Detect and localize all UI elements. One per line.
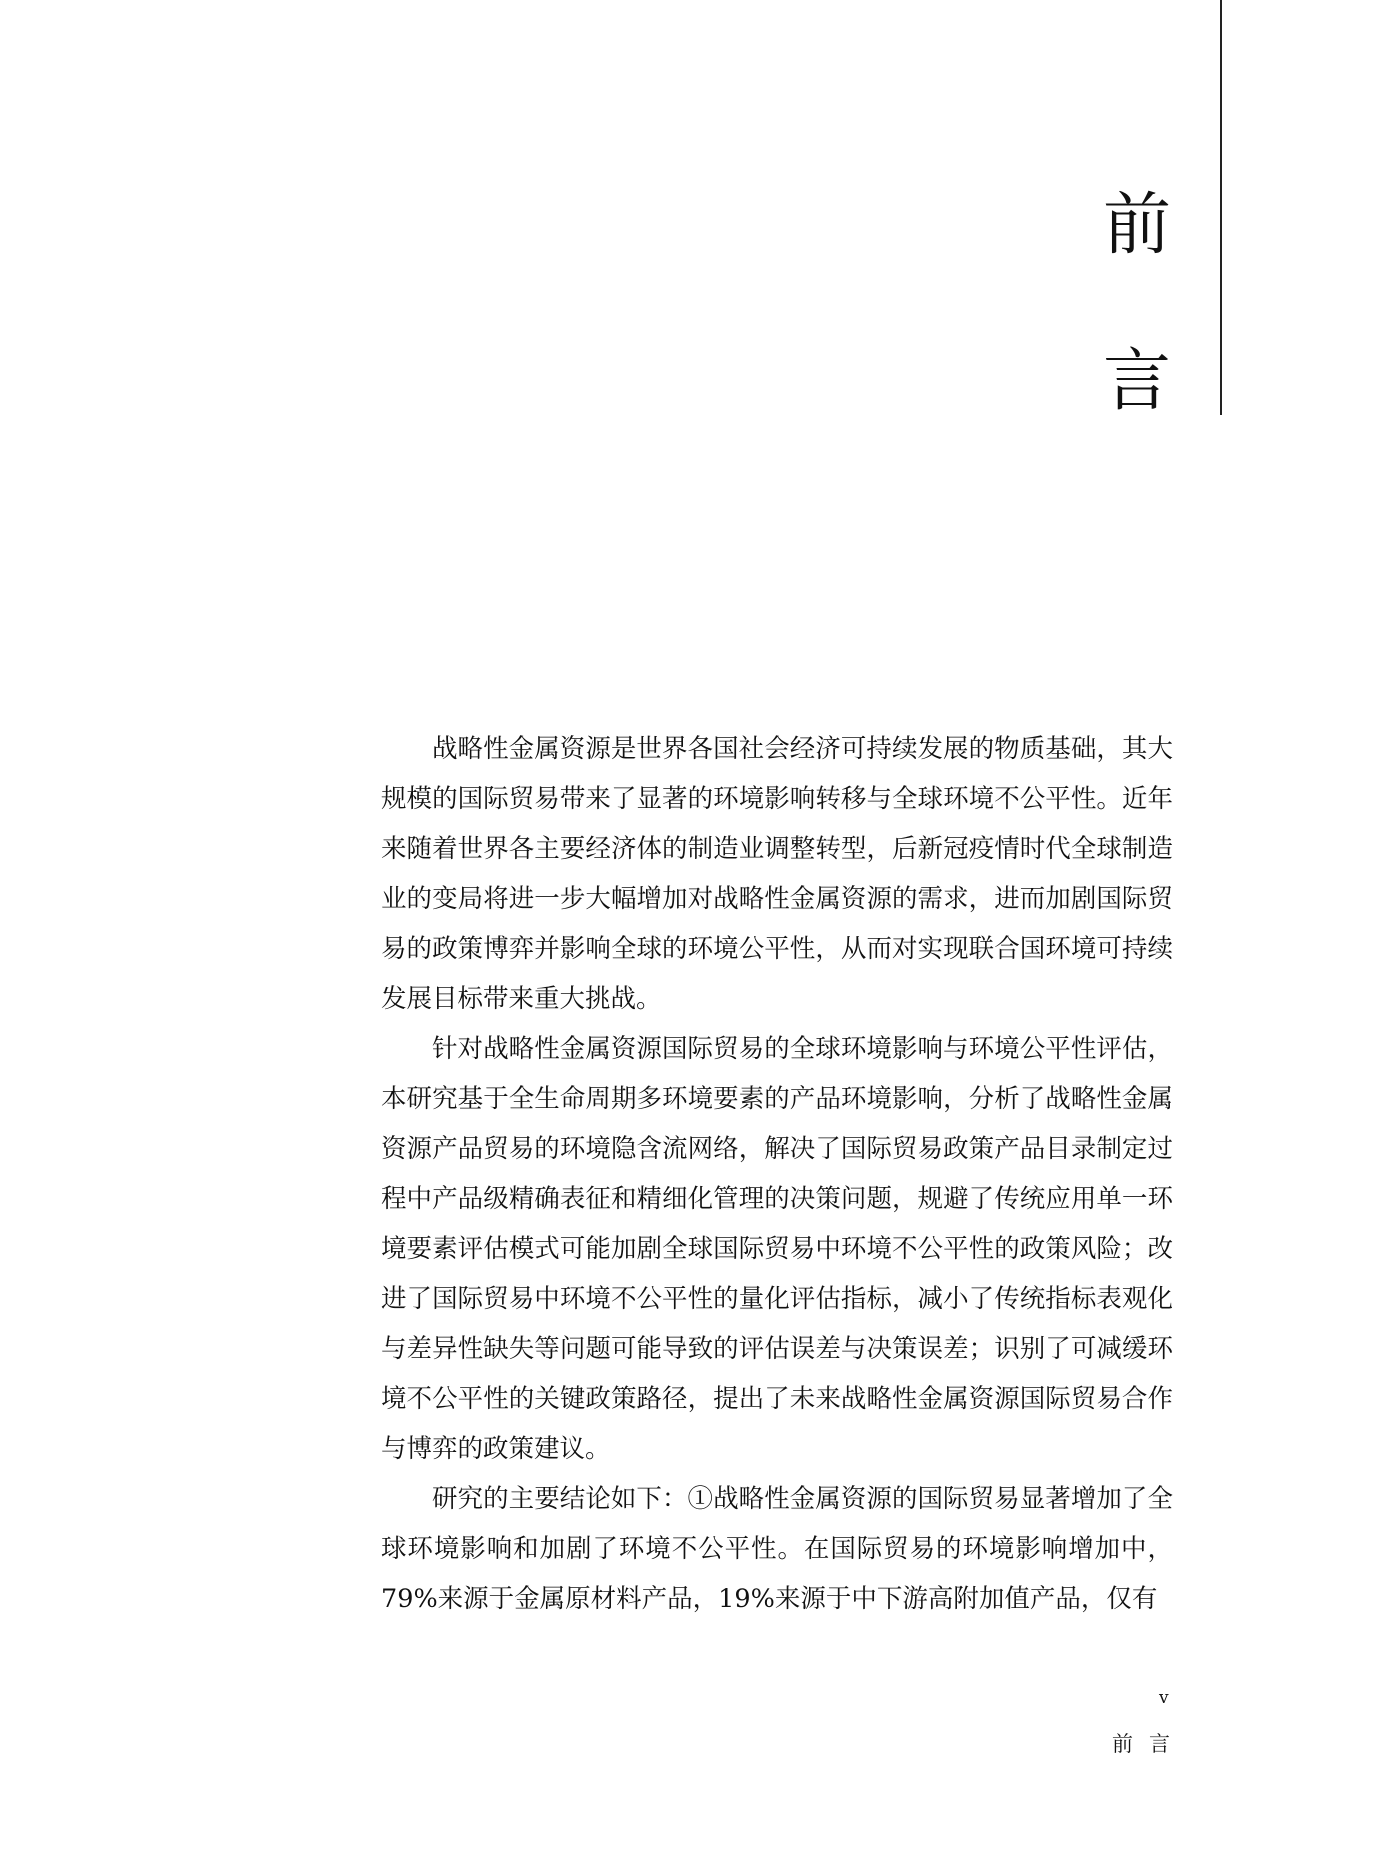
running-head: 前言: [1112, 1732, 1186, 1756]
chapter-title-char-2: 言: [1102, 342, 1171, 421]
chapter-vertical-rule: [1220, 0, 1222, 415]
body-text: [381, 724, 1173, 1624]
page-number: v: [1159, 1688, 1170, 1708]
paragraph-3: 研究的主要结论如下：①战略性金属资源的国际贸易显著增加了全球环境影响和加剧了环境不公平性。在国际贸易的环境影响增加中，79%来源于金属原材料产品，19%来源于中下游高附加值产品，仅有: [381, 1484, 1173, 1614]
chapter-title-char-1: 前: [1102, 186, 1171, 265]
paragraph-1: 战略性金属资源是世界各国社会经济可持续发展的物质基础，其大规模的国际贸易带来了显著的环境影响转移与全球环境不公平性。近年来随着世界各主要经济体的制造业调整转型，后新冠疫情时代全球制造业的变局将进一步大幅增加对战略性金属资源的需求，进而加剧国际贸易的政策博弈并影响全球的环境公平性，从而对实现联合国环境可持续发展目标带来重大挑战。: [381, 734, 1173, 1014]
paragraph-2: 针对战略性金属资源国际贸易的全球环境影响与环境公平性评估，本研究基于全生命周期多环境要素的产品环境影响，分析了战略性金属资源产品贸易的环境隐含流网络，解决了国际贸易政策产品目录制定过程中产品级精确表征和精细化管理的决策问题，规避了传统应用单一环境要素评估模式可能加剧全球国际贸易中环境不公平性的政策风险；改进了国际贸易中环境不公平性的量化评估指标，减小了传统指标表观化与差异性缺失等问题可能导致的评估误差与决策误差；识别了可减缓环境不公平性的关键政策路径，提出了未来战略性金属资源国际贸易合作与博弈的政策建议。: [381, 1034, 1173, 1464]
